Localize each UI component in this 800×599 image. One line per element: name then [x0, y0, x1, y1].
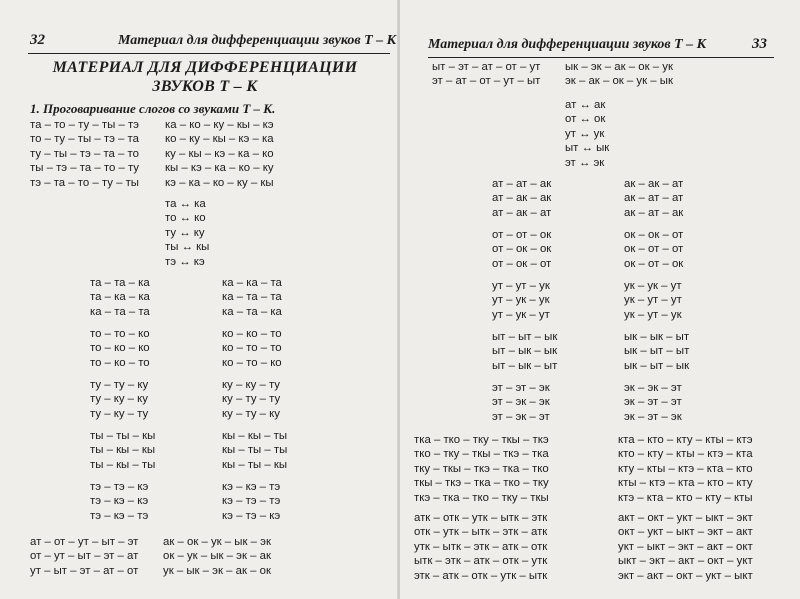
triplet-row: ка – та – та: [90, 305, 150, 318]
left-page: [0, 0, 398, 599]
triplet-row: от – ок – от: [492, 257, 552, 270]
syllable-pair: ут ↔ ук: [565, 127, 605, 140]
triplet-group: [90, 429, 155, 472]
syllable-column: [165, 118, 274, 190]
triplet-row: тэ – кэ – кэ: [90, 495, 149, 508]
section-heading: 1. Проговаривание слогов со звуками Т – К.: [30, 101, 276, 116]
triplet-group: [222, 429, 287, 472]
cluster-column: [414, 433, 549, 505]
triplet-row: ык – ыт – ыт: [624, 345, 690, 358]
triplet-row: ок – от – от: [624, 243, 684, 256]
cluster-row: ытк – этк – атк – отк – утк: [414, 555, 548, 568]
triplet-row: ко – ко – то: [222, 328, 282, 340]
syllable-row: эк – ак – ок – ук – ык: [565, 75, 673, 88]
triplet-group: [492, 381, 550, 424]
triplet-row: эк – эт – эк: [624, 410, 682, 423]
syllable-row: ту – ты – тэ – та – то: [30, 147, 139, 160]
triplet-row: ку – ту – ку: [222, 407, 280, 420]
triplet-row: кэ – тэ – кэ: [222, 509, 281, 522]
triplet-group: [624, 177, 683, 220]
syllable-column: [565, 60, 673, 89]
triplet-group: [492, 177, 551, 220]
cluster-column: [414, 511, 547, 583]
triplet-row: ку – ту – ту: [222, 393, 281, 406]
triplet-group: [222, 276, 282, 319]
page-number: 32: [30, 32, 45, 48]
syllable-pair: ат ↔ ак: [565, 99, 606, 111]
syllable-row: тэ – та – то – ту – ты: [30, 176, 139, 189]
syllable-column: [30, 535, 138, 578]
triplet-row: эт – эт – эк: [492, 382, 550, 394]
triplet-group: [624, 381, 682, 424]
page-number: 33: [752, 36, 767, 52]
cluster-row: кты – ктэ – кта – кто – кту: [618, 477, 753, 490]
syllable-row: кы – кэ – ка – ко – ку: [165, 162, 274, 175]
triplet-row: от – от – ок: [492, 229, 552, 241]
syllable-column: [163, 535, 271, 578]
triplet-row: ка – та – ка: [222, 305, 282, 318]
triplet-row: ок – от – ок: [624, 257, 684, 270]
cluster-row: ктэ – кта – кто – кту – кты: [618, 491, 753, 504]
cluster-row: отк – утк – ытк – этк – атк: [414, 526, 548, 539]
syllable-column: [432, 60, 540, 89]
triplet-row: ко – то – ко: [222, 356, 282, 369]
triplet-row: ты – кы – ты: [90, 458, 156, 471]
triplet-group: [624, 228, 683, 271]
syllable-row: ка – ко – ку – кы – кэ: [165, 119, 274, 131]
running-head: Материал для дифференциации звуков Т – К: [428, 37, 707, 52]
cluster-row: этк – атк – отк – утк – ытк: [414, 569, 548, 582]
syllable-row: ук – ык – эк – ак – ок: [163, 564, 271, 577]
cluster-row: окт – укт – ыкт – экт – акт: [618, 526, 753, 539]
triplet-row: ак – ат – ат: [624, 192, 684, 205]
triplet-row: тэ – тэ – кэ: [90, 481, 149, 493]
triplet-row: ук – ук – ут: [624, 280, 682, 292]
cluster-column: [618, 511, 753, 583]
title-line-2: ЗВУКОВ Т – К: [152, 78, 258, 95]
triplet-row: то – ко – то: [90, 356, 150, 369]
triplet-row: ту – ку – ту: [90, 407, 149, 420]
triplet-row: та – та – ка: [90, 277, 150, 289]
triplet-row: эт – эк – эт: [492, 410, 550, 423]
cluster-row: кто – кту – кты – ктэ – кта: [618, 448, 753, 461]
cluster-row: кта – кто – кту – кты – ктэ: [618, 434, 753, 446]
triplet-row: та – ка – ка: [90, 291, 150, 304]
right-page: [400, 0, 800, 599]
triplet-row: ты – ты – кы: [90, 430, 156, 442]
triplet-group: [492, 228, 551, 271]
triplet-row: от – ок – ок: [492, 243, 552, 256]
triplet-row: ук – ут – ук: [624, 308, 682, 321]
cluster-row: тко – тку – ткы – ткэ – тка: [414, 448, 549, 461]
syllable-pair: ту ↔ ку: [165, 226, 205, 239]
cluster-row: экт – акт – окт – укт – ыкт: [618, 569, 753, 582]
triplet-row: эт – эк – эк: [492, 396, 550, 409]
triplet-row: кэ – тэ – тэ: [222, 495, 281, 508]
triplet-row: то – то – ко: [90, 328, 150, 340]
running-head: Материал для дифференциации звуков Т – К: [118, 33, 397, 48]
triplet-row: ыт – ык – ыт: [492, 359, 558, 372]
syllable-pair: тэ ↔ кэ: [165, 255, 205, 268]
syllable-row: ты – тэ – та – то – ту: [30, 162, 139, 175]
syllable-pair: от ↔ ок: [565, 113, 606, 126]
syllable-pair: эт ↔ эк: [565, 156, 605, 169]
syllable-row: кэ – ка – ко – ку – кы: [165, 176, 274, 189]
cluster-row: ыкт – экт – акт – окт – укт: [618, 555, 753, 568]
triplet-row: кы – кы – ты: [222, 430, 288, 442]
pair-column: [165, 197, 209, 269]
syllable-row: ык – эк – ак – ок – ук: [565, 61, 673, 73]
triplet-row: ко – то – то: [222, 342, 282, 355]
syllable-row: ат – от – ут – ыт – эт: [30, 536, 139, 548]
triplet-row: кы – ты – ты: [222, 444, 288, 457]
header-rule: [428, 57, 774, 58]
triplet-row: ту – ку – ку: [90, 393, 148, 406]
syllable-pair: то ↔ ко: [165, 212, 206, 225]
triplet-row: ак – ак – ат: [624, 178, 684, 190]
triplet-group: [222, 327, 282, 370]
cluster-column: [618, 433, 753, 505]
triplet-row: ат – ак – ак: [492, 192, 552, 205]
header-rule: [28, 53, 390, 54]
triplet-row: ут – ук – ут: [492, 308, 550, 321]
syllable-pair: ты ↔ кы: [165, 241, 210, 254]
triplet-row: кэ – кэ – тэ: [222, 481, 281, 493]
triplet-group: [492, 279, 550, 322]
triplet-row: эк – эк – эт: [624, 382, 682, 394]
triplet-row: кы – ты – кы: [222, 458, 288, 471]
triplet-group: [492, 330, 557, 373]
triplet-row: ка – ка – та: [222, 277, 282, 289]
triplet-group: [90, 378, 148, 421]
triplet-row: ок – ок – от: [624, 229, 684, 241]
syllable-row: ыт – эт – ат – от – ут: [432, 61, 541, 73]
syllable-row: эт – ат – от – ут – ыт: [432, 75, 541, 88]
triplet-row: ут – ут – ук: [492, 280, 550, 292]
triplet-row: ат – ак – ат: [492, 206, 552, 219]
syllable-row: ут – ыт – эт – ат – от: [30, 564, 139, 577]
cluster-row: укт – ыкт – экт – акт – окт: [618, 540, 753, 553]
syllable-pair: ыт ↔ ык: [565, 142, 610, 155]
syllable-row: то – ту – ты – тэ – та: [30, 133, 139, 146]
triplet-row: тэ – кэ – тэ: [90, 509, 149, 522]
cluster-row: тку – ткы – ткэ – тка – тко: [414, 462, 549, 475]
triplet-group: [624, 279, 682, 322]
triplet-row: ку – ку – ту: [222, 379, 280, 391]
triplet-row: ту – ту – ку: [90, 379, 149, 391]
triplet-group: [624, 330, 689, 373]
triplet-group: [90, 480, 148, 523]
syllable-row: ок – ук – ык – эк – ак: [163, 550, 271, 563]
syllable-pair: та ↔ ка: [165, 198, 206, 210]
triplet-row: ык – ыт – ык: [624, 359, 690, 372]
cluster-row: утк – ытк – этк – атк – отк: [414, 540, 548, 553]
syllable-row: ку – кы – кэ – ка – ко: [165, 147, 274, 160]
triplet-group: [222, 480, 280, 523]
triplet-row: ык – ык – ыт: [624, 331, 690, 343]
triplet-row: эк – эт – эт: [624, 396, 682, 409]
cluster-row: ткэ – тка – тко – тку – ткы: [414, 491, 549, 504]
page-title: [40, 58, 370, 96]
cluster-row: тка – тко – тку – ткы – ткэ: [414, 434, 549, 446]
triplet-row: ат – ат – ак: [492, 178, 552, 190]
cluster-row: атк – отк – утк – ытк – этк: [414, 512, 548, 524]
triplet-group: [90, 327, 150, 370]
triplet-row: ты – кы – кы: [90, 444, 156, 457]
syllable-row: ак – ок – ук – ык – эк: [163, 536, 271, 548]
syllable-column: [30, 118, 139, 190]
syllable-row: от – ут – ыт – эт – ат: [30, 550, 139, 563]
title-line-1: МАТЕРИАЛ ДЛЯ ДИФФЕРЕНЦИАЦИИ: [52, 59, 358, 76]
triplet-row: ак – ат – ак: [624, 206, 684, 219]
cluster-row: кту – кты – ктэ – кта – кто: [618, 462, 753, 475]
triplet-row: ут – ук – ук: [492, 294, 550, 307]
triplet-group: [222, 378, 280, 421]
triplet-row: ыт – ыт – ык: [492, 331, 558, 343]
syllable-row: та – то – ту – ты – тэ: [30, 119, 139, 131]
pair-column: [565, 98, 609, 170]
triplet-group: [90, 276, 150, 319]
syllable-row: ко – ку – кы – кэ – ка: [165, 133, 274, 146]
cluster-row: акт – окт – укт – ыкт – экт: [618, 512, 753, 524]
triplet-row: то – ко – ко: [90, 342, 150, 355]
cluster-row: ткы – ткэ – тка – тко – тку: [414, 477, 549, 490]
triplet-row: ыт – ык – ык: [492, 345, 558, 358]
triplet-row: ук – ут – ут: [624, 294, 682, 307]
triplet-row: ка – та – та: [222, 291, 282, 304]
